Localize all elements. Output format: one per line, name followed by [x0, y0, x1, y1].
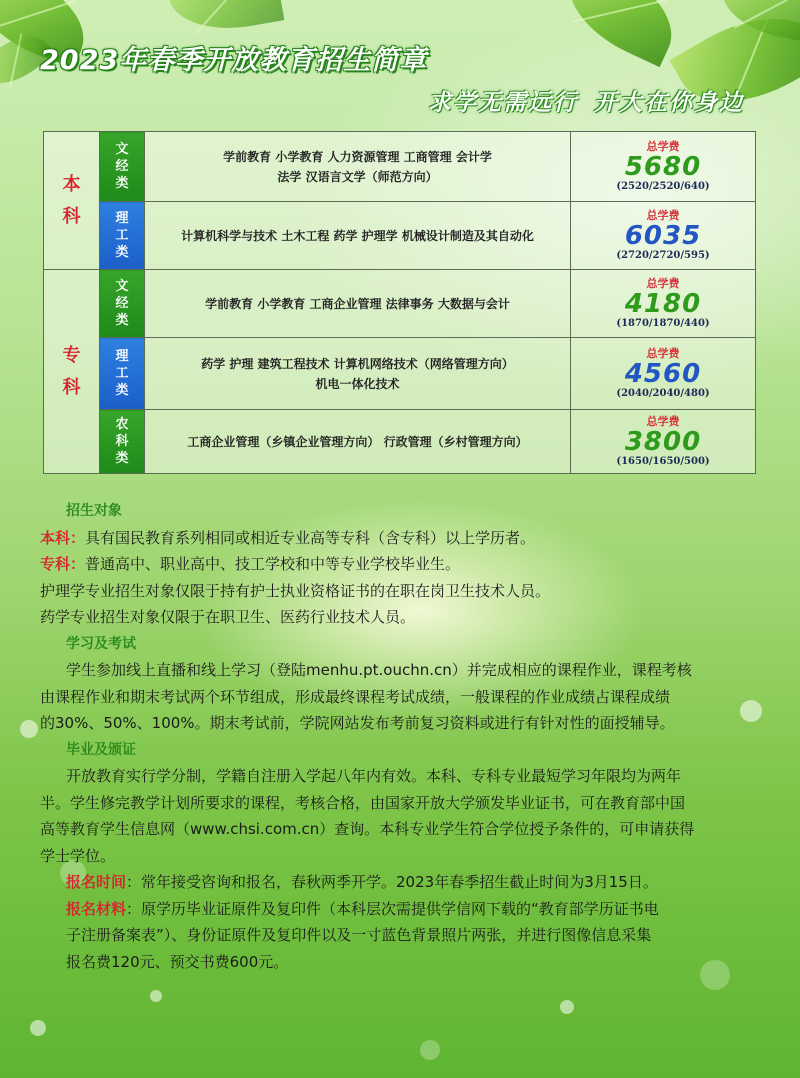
nursing-note: 护理学专业招生对象仅限于持有护士执业资格证书的在职在岗卫生技术人员。: [40, 581, 551, 600]
bachelor-text: 具有国民教育系列相同或相近专业高等专科（含专科）以上学历者。: [85, 528, 536, 547]
bokeh-light: [150, 990, 162, 1002]
table-row: [44, 270, 756, 338]
fee-cell: 总学费 4560 (2040/2040/480): [571, 338, 756, 410]
leaf-decoration: [551, 0, 689, 67]
table-row: [44, 202, 756, 270]
fee-cell: 总学费 4180 (1870/1870/440): [571, 270, 756, 338]
slogan-left: 求学无需远行: [428, 90, 578, 116]
registration-time: 报名时间：常年接受咨询和报名，春秋两季开学。2023年春季招生截止时间为3月15日。: [66, 873, 658, 891]
majors-cell: 学前教育 小学教育 人力资源管理 工商管理 会计学 法学 汉语言文学（师范方向）: [145, 132, 571, 202]
majors-cell: 学前教育 小学教育 工商企业管理 法律事务 大数据与会计: [145, 270, 571, 338]
pharmacy-note: 药学专业招生对象仅限于在职卫生、医药行业技术人员。: [40, 608, 416, 626]
fee-cell: 总学费 3800 (1650/1650/500): [571, 410, 756, 474]
category-cell: 理工类: [100, 202, 145, 270]
bokeh-light: [560, 1000, 574, 1014]
study-heading: 学习及考试: [66, 635, 136, 652]
bachelor-label: 本科：: [40, 528, 86, 547]
table-row: [44, 132, 756, 202]
enrollment-heading: 招生对象: [66, 503, 122, 519]
fee-cell: 总学费 6035 (2720/2720/595): [571, 202, 756, 270]
bokeh-light: [420, 1040, 440, 1060]
associate-text: 普通高中、职业高中、技工学校和中等专业学校毕业生。: [85, 555, 461, 573]
registration-materials: 报名材料：原学历毕业证原件及复印件（本科层次需提供学信网下载的“教育部学历证书电 子注册备案表”）、身份证原件及复印件以及一寸蓝色背景照片两张，并进行图像信息采集 报名费120元、预交书费600元。: [66, 899, 659, 971]
slogan: [428, 84, 744, 117]
study-paragraph: 学生参加线上直播和线上学习（登陆menhu.pt.ouchn.cn）并完成相应的课程作业，课程考核 由课程作业和期末考试两个环节组成，形成最终课程考试成绩，一般课程的作业成绩占课程成绩 的30%、50%、100%。期末考试前，学院网站发布考前复习资料或进行有针对性的面授辅导。: [40, 661, 692, 732]
program-table: [43, 131, 756, 474]
majors-cell: 药学 护理 建筑工程技术 计算机网络技术（网络管理方向） 机电一体化技术: [145, 338, 571, 410]
fee-cell: 总学费 5680 (2520/2520/640): [571, 132, 756, 202]
bokeh-light: [20, 720, 38, 738]
category-cell: 文经类: [100, 270, 145, 338]
graduation-paragraph: 开放教育实行学分制，学籍自注册入学起八年内有效。本科、专科专业最短学习年限均为两年 半。学生修完教学计划所要求的课程，考核合格，由国家开放大学颁发毕业证书，可在教育部中国 高等教育学生信息网（www.chsi.com.cn）查询。本科专业学生符合学位授予条件的，可申请获得 学士学位。: [40, 767, 695, 865]
bokeh-light: [30, 1020, 46, 1036]
slogan-right: 开大在你身边: [594, 90, 744, 116]
category-cell: 理工类: [100, 338, 145, 410]
level-associate: 专科: [44, 270, 100, 474]
graduation-heading: 毕业及颁证: [66, 741, 136, 758]
table-row: [44, 410, 756, 474]
info-section: [40, 498, 766, 975]
majors-cell: 工商企业管理（乡镇企业管理方向） 行政管理（乡村管理方向）: [145, 410, 571, 474]
associate-label: 专科：: [40, 555, 86, 573]
majors-cell: 计算机科学与技术 土木工程 药学 护理学 机械设计制造及其自动化: [145, 202, 571, 270]
category-cell: 农科类: [100, 410, 145, 474]
table-row: [44, 338, 756, 410]
leaf-decoration: [166, 0, 285, 39]
page-title: 2023年春季开放教育招生简章: [40, 45, 428, 76]
level-bachelor: 本科: [44, 132, 100, 270]
category-cell: 文经类: [100, 132, 145, 202]
